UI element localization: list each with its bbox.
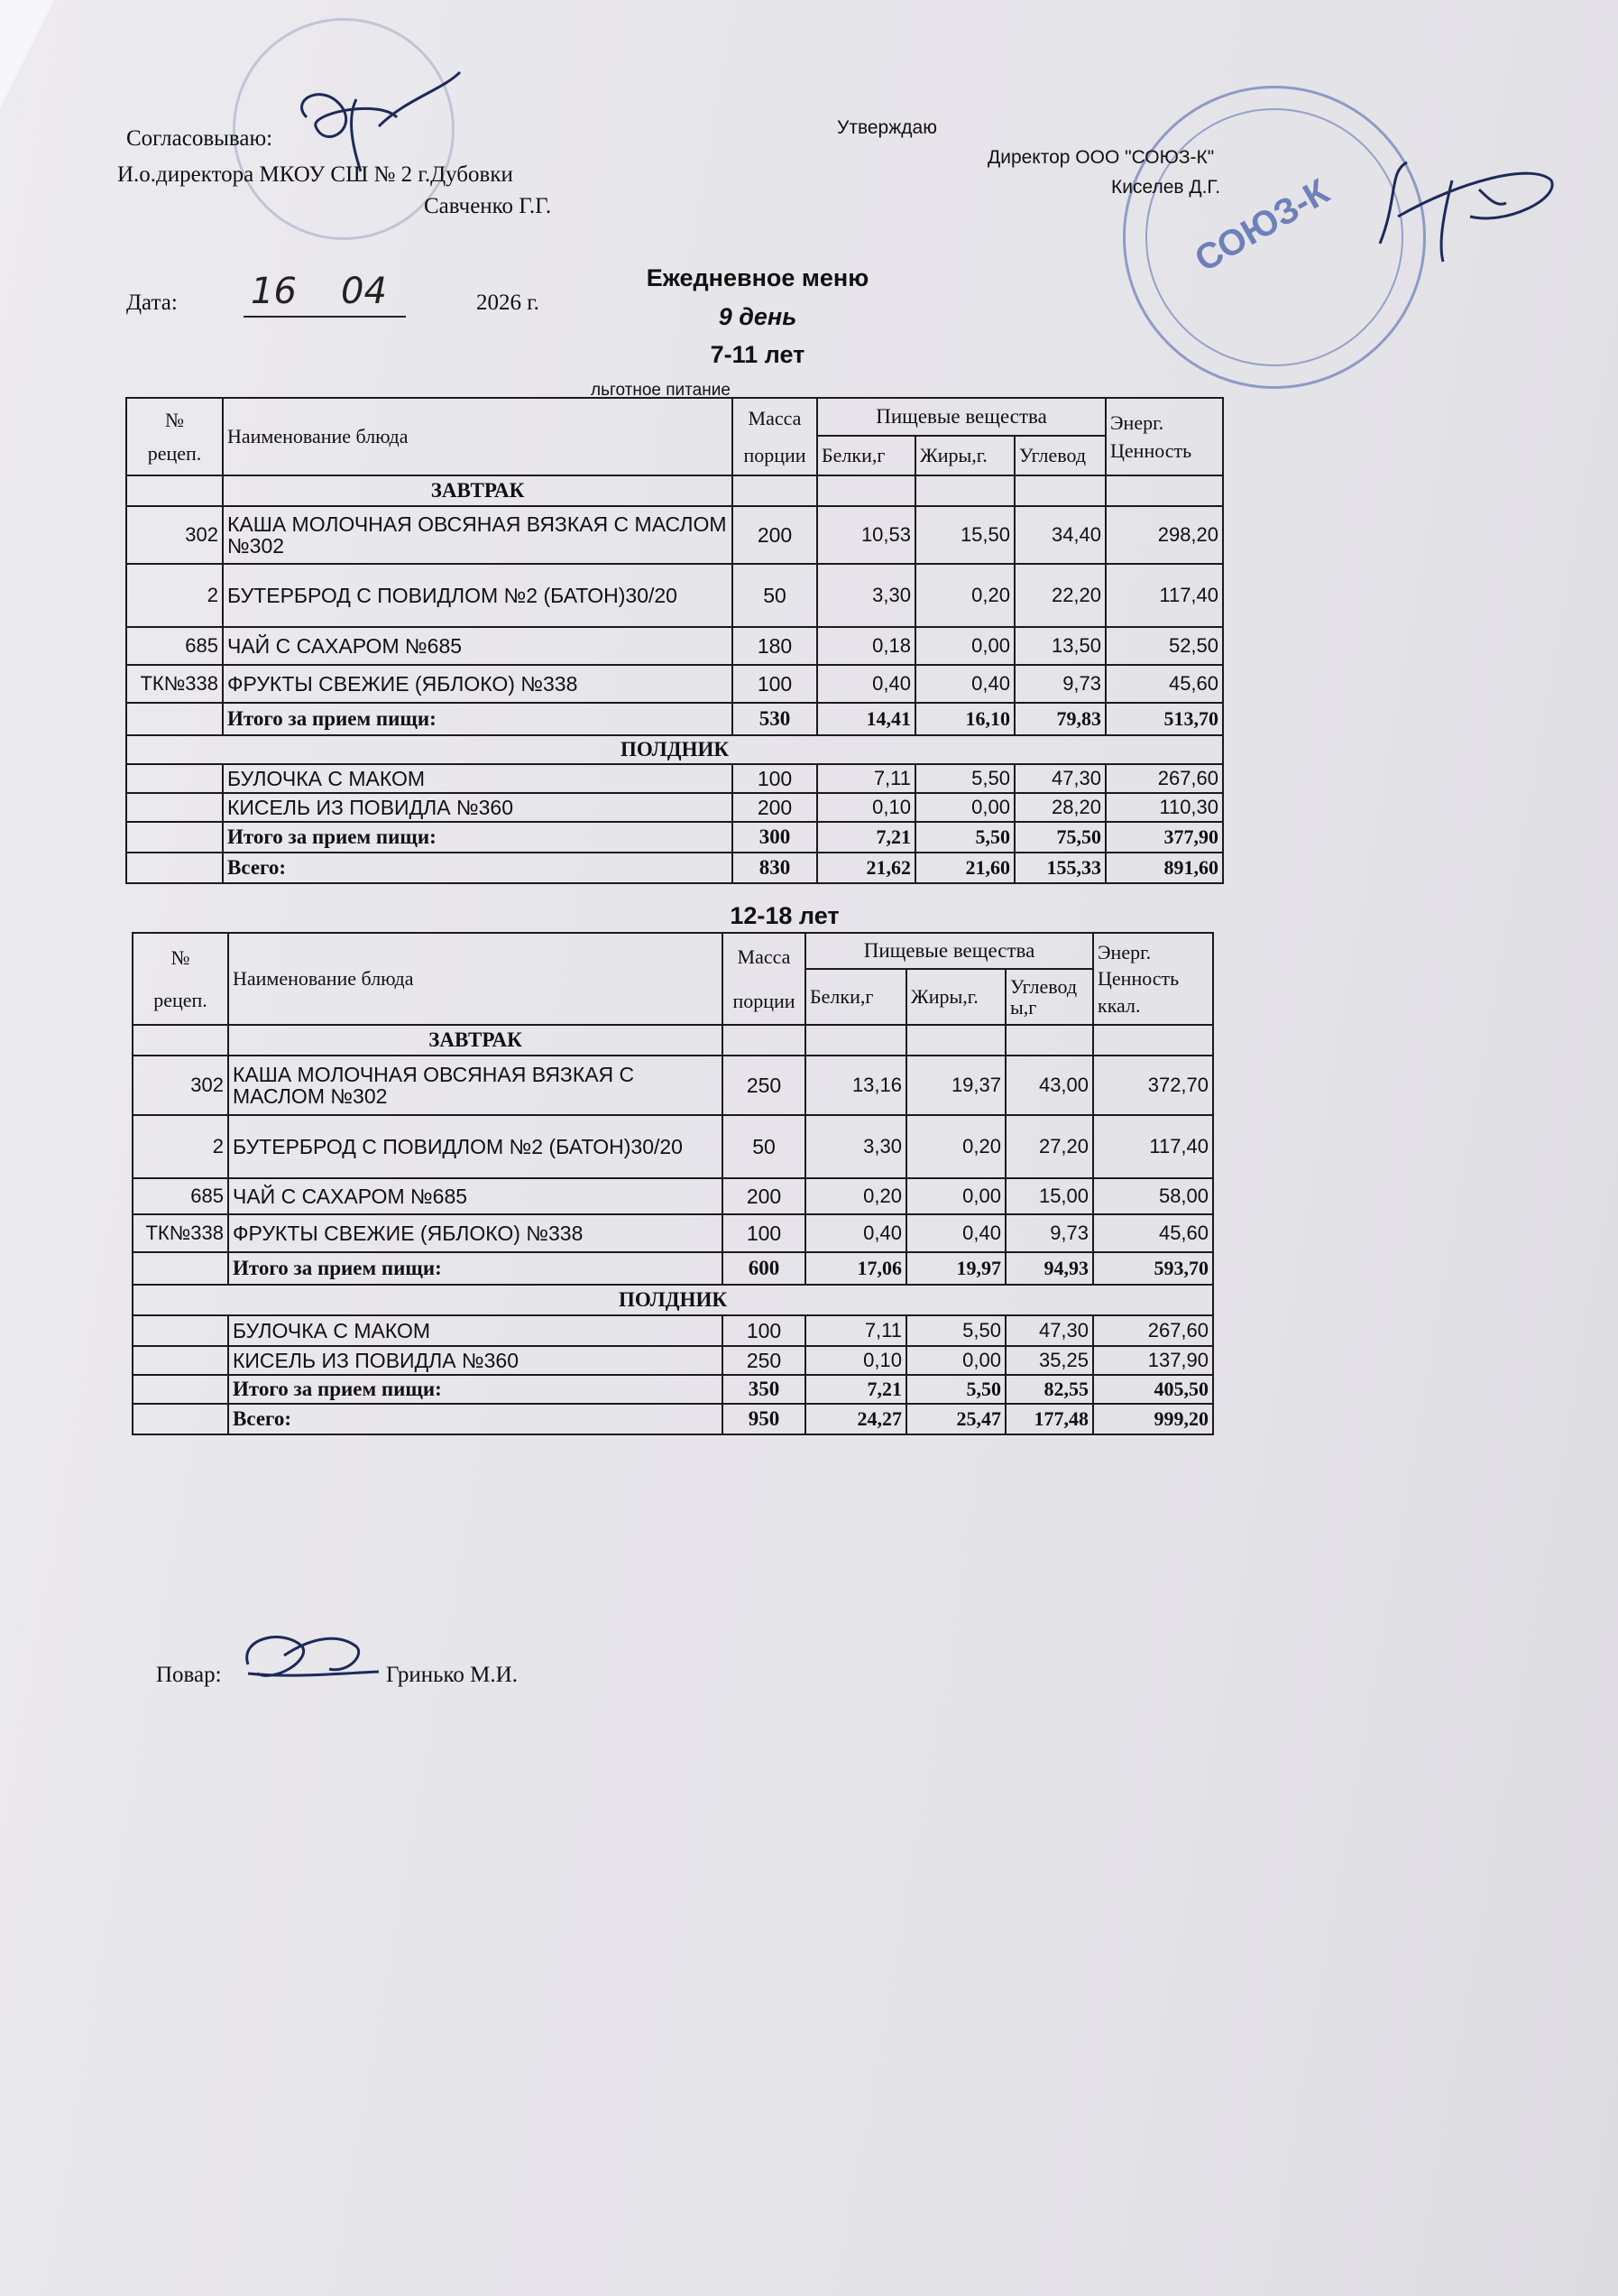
menu-table-12-18 — [132, 932, 1214, 1435]
cook-signature — [230, 1619, 383, 1701]
table-row: ТК№338 ФРУКТЫ СВЕЖИЕ (ЯБЛОКО) №338 100 0,40 0,40 9,73 45,60 — [133, 1214, 1213, 1252]
col-nutrients-header: Пищевые вещества — [817, 398, 1106, 436]
approve-signature — [1353, 144, 1569, 280]
age-title-1: 7-11 лет — [710, 341, 805, 368]
agree-position: И.о.директора МКОУ СШ № 2 г.Дубовки — [117, 162, 513, 187]
grand-total-row-2: Всего: 950 24,27 25,47 177,48 999,20 — [133, 1404, 1213, 1434]
col-mass-header: Масса порции — [732, 398, 817, 475]
total-row-snack-2: Итого за прием пищи: 350 7,21 5,50 82,55 405,50 — [133, 1375, 1213, 1404]
date-label: Дата: — [126, 290, 178, 315]
table-row: БУЛОЧКА С МАКОМ 100 7,11 5,50 47,30 267,60 — [133, 1315, 1213, 1346]
grand-total-row: Всего: 830 21,62 21,60 155,33 891,60 — [126, 853, 1223, 883]
stamp-text: СОЮЗ-К — [1188, 171, 1336, 280]
total-row-snack: Итого за прием пищи: 300 7,21 5,50 75,50 377,90 — [126, 822, 1223, 853]
day-title: 9 день — [718, 303, 797, 330]
col-fat-header-2: Жиры,г. — [906, 969, 1006, 1025]
date-year: 2026 г. — [476, 290, 539, 315]
col-recipe-header-2: № рецеп. — [133, 933, 228, 1025]
table-row: КИСЕЛЬ ИЗ ПОВИДЛА №360 250 0,10 0,00 35,25 137,90 — [133, 1346, 1213, 1375]
section-breakfast: ЗАВТРАК — [223, 475, 732, 506]
col-nutrients-header-2: Пищевые вещества — [805, 933, 1093, 969]
col-carbs-header: Углевод — [1015, 436, 1106, 475]
section-snack-2: ПОЛДНИК — [133, 1285, 1213, 1315]
menu-title: Ежедневное меню — [646, 264, 869, 291]
table-row: 685 ЧАЙ С САХАРОМ №685 200 0,20 0,00 15,00 58,00 — [133, 1178, 1213, 1214]
col-protein-header: Белки,г — [817, 436, 915, 475]
total-row-breakfast: Итого за прием пищи: 530 14,41 16,10 79,83 513,70 — [126, 703, 1223, 735]
table-row: КИСЕЛЬ ИЗ ПОВИДЛА №360 200 0,10 0,00 28,20 110,30 — [126, 793, 1223, 822]
col-mass-header-2: Масса порции — [722, 933, 805, 1025]
agree-label: Согласовываю: — [126, 126, 273, 151]
col-energy-header-2: Энерг. Ценность ккал. — [1093, 933, 1213, 1025]
table-row: 302 КАША МОЛОЧНАЯ ОВСЯНАЯ ВЯЗКАЯ С МАСЛОМ №302 250 13,16 19,37 43,00 372,70 — [133, 1056, 1213, 1115]
agree-name: Савченко Г.Г. — [424, 194, 552, 218]
table-row: ТК№338 ФРУКТЫ СВЕЖИЕ (ЯБЛОКО) №338 100 0,40 0,40 9,73 45,60 — [126, 665, 1223, 703]
col-carbs-header-2: Углевод ы,г — [1006, 969, 1093, 1025]
date-month: 04 — [341, 271, 387, 312]
total-row-breakfast-2: Итого за прием пищи: 600 17,06 19,97 94,93 593,70 — [133, 1252, 1213, 1285]
table-row: 685 ЧАЙ С САХАРОМ №685 180 0,18 0,00 13,50 52,50 — [126, 627, 1223, 665]
approve-label: Утверждаю — [837, 117, 937, 138]
date-handwritten — [244, 271, 406, 325]
section-snack: ПОЛДНИК — [126, 735, 1223, 764]
cook-label: Повар: — [156, 1663, 222, 1687]
table-row: 2 БУТЕРБРОД С ПОВИДЛОМ №2 (БАТОН)30/20 50 3,30 0,20 27,20 117,40 — [133, 1115, 1213, 1178]
folded-corner — [0, 0, 54, 108]
table-row: БУЛОЧКА С МАКОМ 100 7,11 5,50 47,30 267,60 — [126, 764, 1223, 793]
col-fat-header: Жиры,г. — [915, 436, 1015, 475]
menu-table-7-11 — [125, 397, 1224, 884]
approve-name: Киселев Д.Г. — [1111, 177, 1221, 198]
col-dish-header-2: Наименование блюда — [228, 933, 722, 1025]
date-day: 16 — [251, 271, 297, 312]
table-row: 2 БУТЕРБРОД С ПОВИДЛОМ №2 (БАТОН)30/20 50 3,30 0,20 22,20 117,40 — [126, 564, 1223, 627]
col-dish-header: Наименование блюда — [223, 398, 732, 475]
cook-name: Гринько М.И. — [386, 1663, 518, 1687]
col-protein-header-2: Белки,г — [805, 969, 906, 1025]
table-row: 302 КАША МОЛОЧНАЯ ОВСЯНАЯ ВЯЗКАЯ С МАСЛОМ №302 200 10,53 15,50 34,40 298,20 — [126, 506, 1223, 564]
section-breakfast-2: ЗАВТРАК — [228, 1025, 722, 1056]
col-recipe-header: № рецеп. — [126, 398, 223, 475]
approve-position: Директор ООО "СОЮЗ-К" — [988, 147, 1215, 168]
age-title-2: 12-18 лет — [730, 902, 840, 929]
col-energy-header: Энерг. Ценность — [1106, 398, 1223, 475]
subsidy-label: льготное питание — [591, 381, 731, 400]
